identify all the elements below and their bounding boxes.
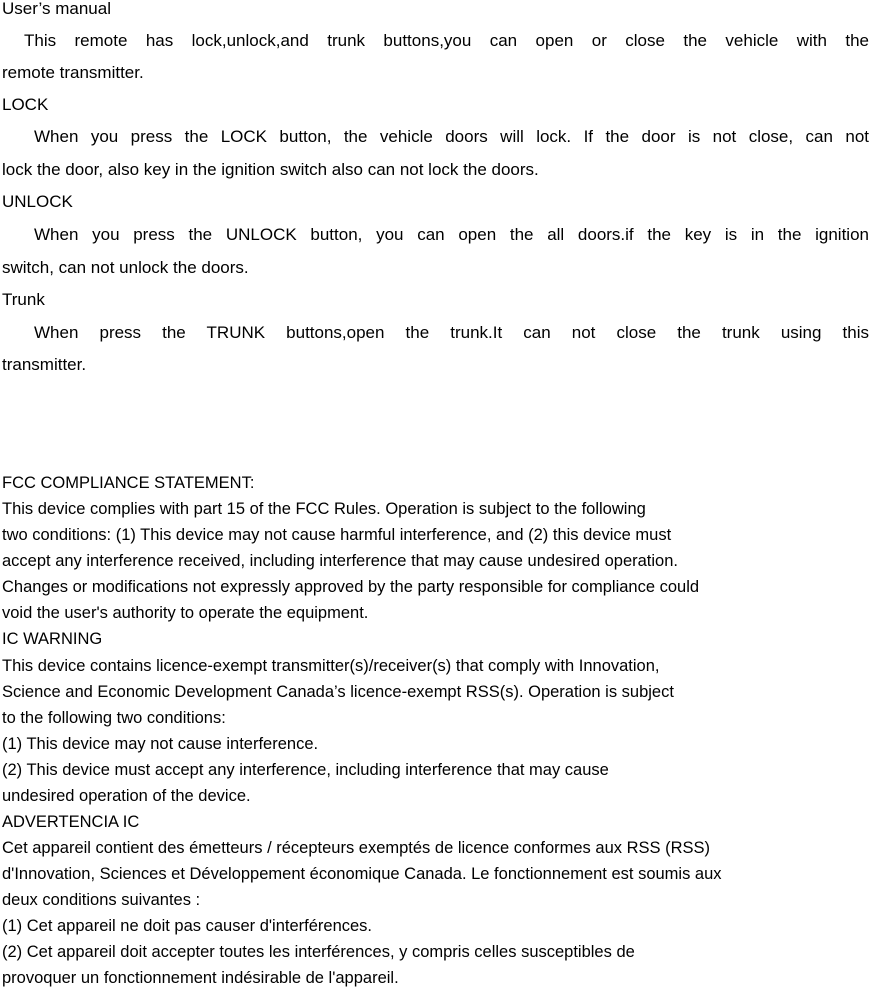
trunk-heading: Trunk bbox=[2, 290, 45, 309]
lock-paragraph-line: lock the door, also key in the ignition switch also can not lock the doors. bbox=[2, 160, 539, 179]
fcc-line: Changes or modifications not expressly approved by the party responsible for compliance could bbox=[2, 578, 700, 596]
trunk-paragraph-line: When press the TRUNK buttons,open the trunk.It can not close the trunk using this bbox=[34, 323, 869, 342]
ic-line: to the following two conditions: bbox=[2, 709, 226, 727]
advertencia-line: (1) Cet appareil ne doit pas causer d'interférences. bbox=[2, 917, 373, 935]
ic-line: (2) This device must accept any interference, including interference that may cause bbox=[2, 761, 609, 779]
intro-paragraph-line: remote transmitter. bbox=[2, 63, 144, 82]
advertencia-line: (2) Cet appareil doit accepter toutes les interférences, y compris celles susceptibles de bbox=[2, 943, 635, 961]
lock-heading: LOCK bbox=[2, 95, 49, 114]
fcc-line: two conditions: (1) This device may not cause harmful interference, and (2) this device must bbox=[2, 526, 672, 544]
advertencia-line: deux conditions suivantes : bbox=[2, 891, 201, 909]
advertencia-heading: ADVERTENCIA IC bbox=[2, 813, 140, 831]
fcc-heading: FCC COMPLIANCE STATEMENT: bbox=[2, 474, 255, 492]
intro-paragraph-line: This remote has lock,unlock,and trunk buttons,you can open or close the vehicle with the bbox=[24, 31, 869, 50]
advertencia-line: provoquer un fonctionnement indésirable de l'appareil. bbox=[2, 969, 399, 987]
fcc-line: accept any interference received, including interference that may cause undesired operation. bbox=[2, 552, 678, 570]
ic-line: undesired operation of the device. bbox=[2, 787, 251, 805]
trunk-paragraph-line: transmitter. bbox=[2, 355, 87, 374]
advertencia-line: Cet appareil contient des émetteurs / récepteurs exemptés de licence conformes aux RSS (RSS) bbox=[2, 839, 711, 857]
ic-heading: IC WARNING bbox=[2, 630, 103, 648]
advertencia-line: d'Innovation, Sciences et Développement économique Canada. Le fonctionnement est soumis aux bbox=[2, 865, 722, 883]
ic-line: This device contains licence-exempt transmitter(s)/receiver(s) that comply with Innovation, bbox=[2, 657, 660, 675]
fcc-line: void the user's authority to operate the equipment. bbox=[2, 604, 369, 622]
ic-line: Science and Economic Development Canada’s licence-exempt RSS(s). Operation is subject bbox=[2, 683, 674, 701]
lock-paragraph-line: When you press the LOCK button, the vehicle doors will lock. If the door is not close, can not bbox=[34, 127, 869, 146]
unlock-heading: UNLOCK bbox=[2, 192, 73, 211]
ic-line: (1) This device may not cause interference. bbox=[2, 735, 319, 753]
manual-title: User’s manual bbox=[2, 0, 111, 18]
unlock-paragraph-line: switch, can not unlock the doors. bbox=[2, 258, 249, 277]
unlock-paragraph-line: When you press the UNLOCK button, you can open the all doors.if the key is in the ignition bbox=[34, 225, 869, 244]
fcc-line: This device complies with part 15 of the FCC Rules. Operation is subject to the following bbox=[2, 500, 646, 518]
